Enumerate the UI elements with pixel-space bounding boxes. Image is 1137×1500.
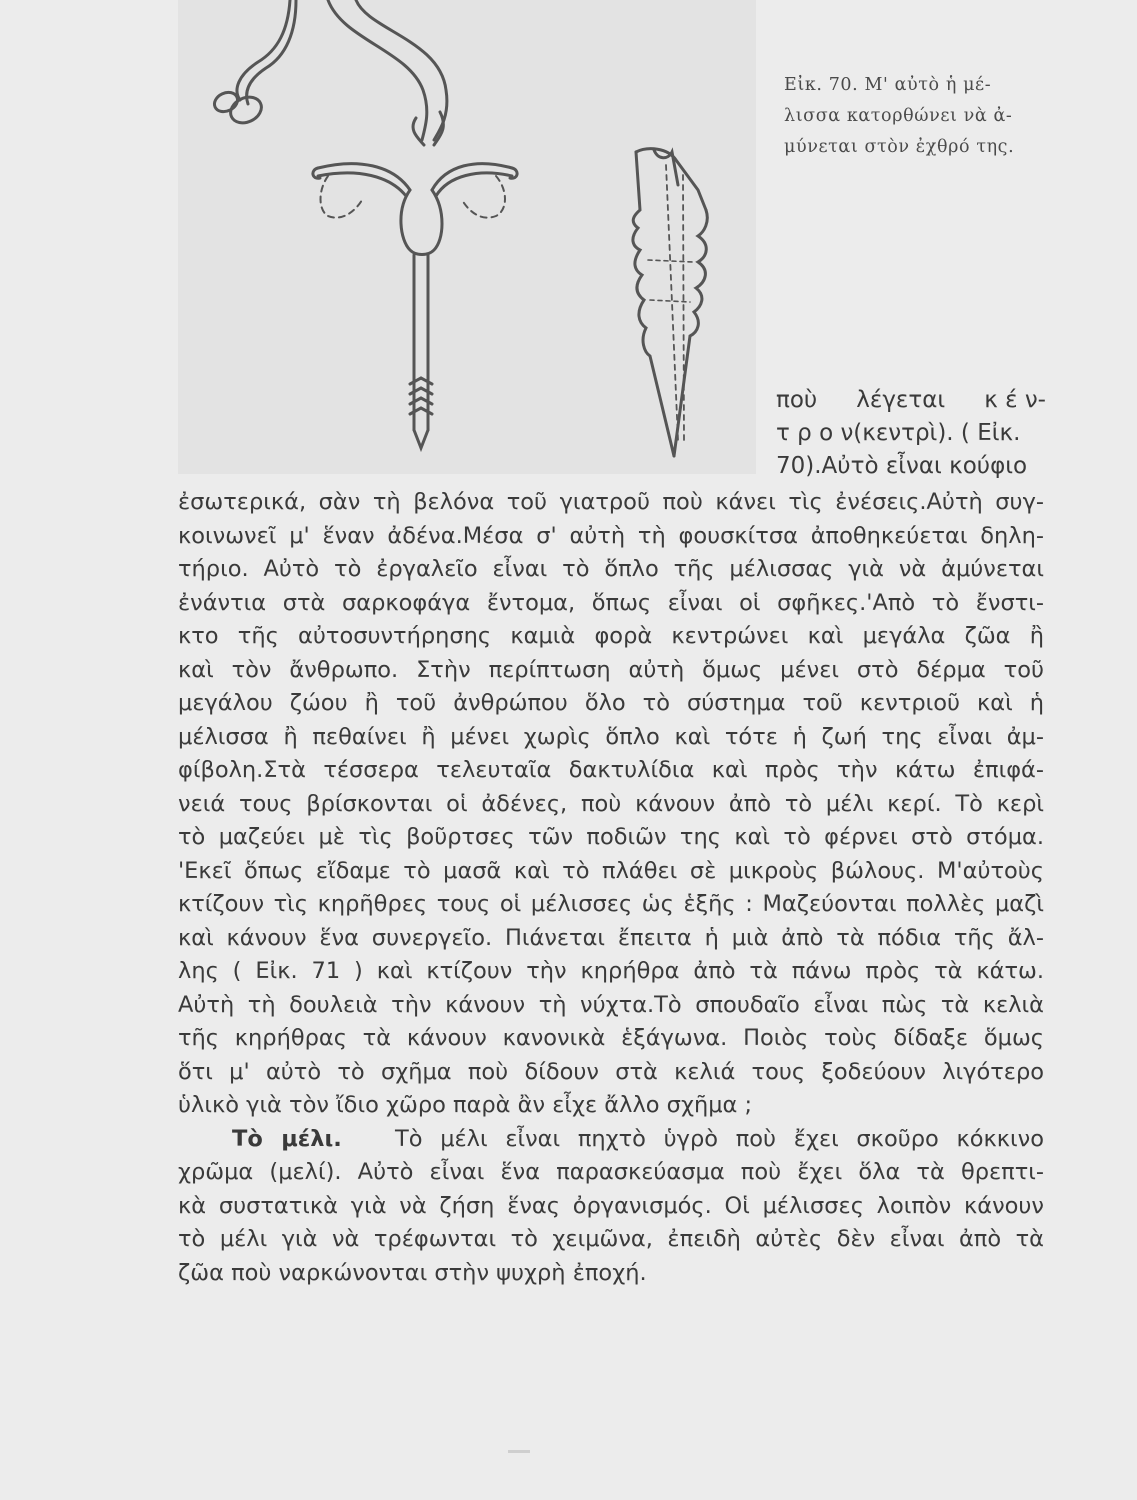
text-line: κτο τῆς αὐτοσυντήρησης καμιὰ φορὰ κεντρώνει καὶ μεγάλα ζῶα ἢ (178, 623, 1044, 649)
text-line: μέλισσα ἢ πεθαίνει ἢ μένει χωρὶς ὅπλο καὶ τότε ἡ ζωή της εἶναι ἀμ- (178, 723, 1044, 750)
text-line: χρῶμα (μελί). Αὐτὸ εἶναι ἕνα παρασκεύασμα ποὺ ἔχει ὅλα τὰ θρεπτι- (178, 1159, 1044, 1185)
text-line: τὸ μέλι γιὰ νὰ τρέφωνται τὸ χειμῶνα, ἐπειδὴ αὐτὲς δὲν εἶναι ἀπὸ τὰ (178, 1226, 1044, 1252)
side-word: ποὺ (776, 387, 818, 413)
side-line: τ ρ ο ν(κεντρὶ). ( Εἰκ. (776, 420, 1021, 446)
text-line: νειά τους βρίσκονται οἱ ἀδένες, ποὺ κάνουν ἀπὸ τὸ μέλι κερί. Τὸ κερὶ (178, 790, 1044, 817)
text-line: τήριο. Αὐτὸ τὸ ἐργαλεῖο εἶναι τὸ ὅπλο τῆς μέλισσας γιὰ νὰ ἀμύνεται (178, 556, 1044, 582)
caption-line: Εἰκ. 70. Μ' αὐτὸ ἡ μέ- (784, 75, 992, 95)
text-line: φίβολη.Στὰ τέσσερα τελευταῖα δακτυλίδια καὶ πρὸς τὴν κάτω ἐπιφά- (178, 757, 1044, 783)
text-line: καὶ τὸν ἄνθρωπο. Στὴν περίπτωση αὐτὴ ὅμως μένει στὸ δέρμα τοῦ (178, 656, 1044, 683)
text-line: μεγάλου ζώου ἢ τοῦ ἀνθρώπου ὅλο τὸ σύστημα τοῦ κεντριοῦ καὶ ἡ (178, 690, 1044, 716)
side-word: κ έ ν- (984, 387, 1046, 413)
text-line: τῆς κηρήθρας τὰ κάνουν κανονικὰ ἑξάγωνα. Ποιὸς τοὺς δίδαξε ὅμως (178, 1025, 1044, 1051)
text-line: ἐσωτερικά, σὰν τὴ βελόνα τοῦ γιατροῦ ποὺ κάνει τὶς ἐνέσεις.Αὐτὴ συγ- (178, 489, 1044, 515)
text-line: τὸ μαζεύει μὲ τὶς βοῦρτσες τῶν ποδιῶν της καὶ τὸ φέρνει στὸ στόμα. (178, 824, 1044, 850)
text-line: κὰ συστατικὰ γιὰ νὰ ζήση ἕνας ὀργανισμός. Οἱ μέλισσες λοιπὸν κάνουν (178, 1192, 1044, 1219)
text-line: ἐνάντια στὰ σαρκοφάγα ἔντομα, ὅπως εἶναι οἱ σφῆκες.'Απὸ τὸ ἔνστι- (178, 589, 1044, 616)
figure-caption (784, 70, 1044, 163)
honey-heading: Τὸ μέλι. (232, 1125, 342, 1152)
text-line: ὅτι μ' αὐτὸ τὸ σχῆμα ποὺ δίδουν στὰ κελιά τους ξοδεύουν λιγότερο (178, 1058, 1044, 1085)
honey-first-line (178, 1123, 1044, 1157)
side-word: λέγεται (856, 387, 946, 413)
caption-line: μύνεται στὸν ἐχθρό της. (784, 137, 1015, 157)
side-text (776, 384, 1046, 483)
text-line: ζῶα ποὺ ναρκώνονται στὴν ψυχρὴ ἐποχή. (178, 1259, 647, 1286)
caption-line: λισσα κατορθώνει νὰ ἀ- (784, 106, 1013, 126)
side-line (776, 384, 1046, 417)
stinger-illustration (178, 0, 756, 474)
text-line: ὑλικὸ γιὰ τὸν ἴδιο χῶρο παρὰ ἂν εἶχε ἄλλο σχῆμα ; (178, 1092, 753, 1118)
honey-first-rest: Τὸ μέλι εἶναι πηχτὸ ὑγρὸ ποὺ ἔχει σκοῦρο κόκκινο (394, 1125, 1044, 1152)
page-smudge (508, 1450, 530, 1453)
side-line: 70).Αὐτὸ εἶναι κούφιο (776, 453, 1028, 479)
text-line: καὶ κάνουν ἕνα συνεργεῖο. Πιάνεται ἔπειτα ἡ μιὰ ἀπὸ τὰ πόδια τῆς ἄλ- (178, 924, 1044, 951)
text-line: κτίζουν τὶς κηρῆθρες τους οἱ μέλισσες ὡς ἑξῆς : Μαζεύονται πολλὲς μαζὶ (178, 891, 1044, 917)
text-line: Αὐτὴ τὴ δουλειὰ τὴν κάνουν τὴ νύχτα.Τὸ σπουδαῖο εἶναι πὼς τὰ κελιὰ (178, 991, 1044, 1018)
text-line: 'Εκεῖ ὅπως εἴδαμε τὸ μασᾶ καὶ τὸ πλάθει σὲ μικροὺς βώλους. Μ'αὐτοὺς (178, 857, 1044, 884)
body-text (178, 486, 1044, 1290)
stinger-figure (178, 0, 756, 474)
text-line: κοινωνεῖ μ' ἕναν ἀδένα.Μέσα σ' αὐτὴ τὴ φουσκίτσα ἀποθηκεύεται δηλη- (178, 522, 1044, 549)
text-line: λης ( Εἰκ. 71 ) καὶ κτίζουν τὴν κηρήθρα ἀπὸ τὰ πάνω πρὸς τὰ κάτω. (178, 958, 1044, 984)
